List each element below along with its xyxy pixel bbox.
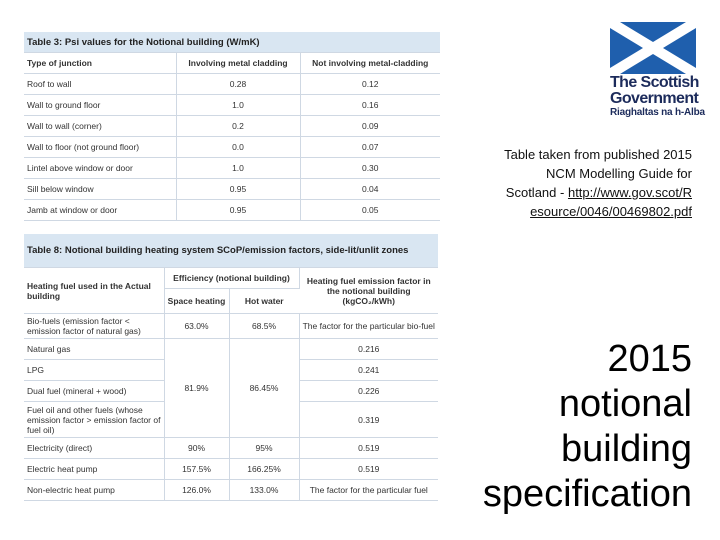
hot-water-cell: 166.25% — [229, 459, 299, 480]
table3-header-junction: Type of junction — [24, 53, 176, 74]
table8-title: Table 8: Notional building heating system SCoP/emission factors, side-lit/unlit zones — [24, 234, 438, 268]
fuel-cell: Electricity (direct) — [24, 438, 164, 459]
table-row — [24, 95, 440, 116]
emission-cell: The factor for the particular fuel — [299, 480, 438, 501]
space-heating-cell: 126.0% — [164, 480, 229, 501]
junction-cell: Roof to wall — [24, 74, 176, 95]
junction-cell: Wall to floor (not ground floor) — [24, 137, 176, 158]
nonmetal-value-cell: 0.07 — [300, 137, 440, 158]
emission-cell: 0.319 — [299, 402, 438, 438]
fuel-cell: Electric heat pump — [24, 459, 164, 480]
nonmetal-value-cell: 0.05 — [300, 200, 440, 221]
metal-value-cell: 0.95 — [176, 179, 300, 200]
table-row — [24, 137, 440, 158]
junction-cell: Lintel above window or door — [24, 158, 176, 179]
fuel-cell: LPG — [24, 360, 164, 381]
junction-cell: Wall to ground floor — [24, 95, 176, 116]
metal-value-cell: 1.0 — [176, 95, 300, 116]
saltire-flag-icon — [610, 22, 696, 74]
fuel-cell: Dual fuel (mineral + wood) — [24, 381, 164, 402]
logo-text-gaelic: Riaghaltas na h-Alba — [610, 107, 705, 118]
table8-header-efficiency: Efficiency (notional building) — [164, 268, 299, 289]
nonmetal-value-cell: 0.04 — [300, 179, 440, 200]
logo-text-line2: Government — [610, 90, 699, 107]
table-row — [24, 314, 438, 339]
space-heating-cell: 63.0% — [164, 314, 229, 339]
nonmetal-value-cell: 0.12 — [300, 74, 440, 95]
scottish-government-logo — [608, 22, 708, 118]
table-row — [24, 459, 438, 480]
heating-system-table — [24, 234, 438, 501]
caption-text: Table taken from published 2015 NCM Modelling Guide for Scotland - — [504, 147, 692, 200]
emission-cell: 0.519 — [299, 459, 438, 480]
metal-value-cell: 0.2 — [176, 116, 300, 137]
metal-value-cell: 0.28 — [176, 74, 300, 95]
junction-cell: Sill below window — [24, 179, 176, 200]
table3-header-metal: Involving metal cladding — [176, 53, 300, 74]
metal-value-cell: 0.0 — [176, 137, 300, 158]
title-line: specification — [482, 473, 692, 515]
table-row — [24, 158, 440, 179]
table8-header-emission: Heating fuel emission factor in the notional building (kgCO₂/kWh) — [299, 268, 438, 314]
table8-header-hot: Hot water — [229, 289, 299, 314]
source-link[interactable]: http://www.gov.scot/Resource/0046/00469802.pdf — [530, 185, 692, 219]
table3-header-nonmetal: Not involving metal-cladding — [300, 53, 440, 74]
table-row — [24, 480, 438, 501]
table-row — [24, 339, 438, 360]
emission-cell: 0.226 — [299, 381, 438, 402]
title-line: notional — [558, 383, 692, 425]
fuel-cell: Natural gas — [24, 339, 164, 360]
space-heating-merged-cell: 81.9% — [164, 339, 229, 438]
table-row — [24, 179, 440, 200]
table-row — [24, 74, 440, 95]
junction-cell: Jamb at window or door — [24, 200, 176, 221]
hot-water-merged-cell: 86.45% — [229, 339, 299, 438]
psi-values-table — [24, 32, 440, 221]
emission-cell: 0.241 — [299, 360, 438, 381]
table8-header-fuel: Heating fuel used in the Actual building — [24, 268, 164, 314]
junction-cell: Wall to wall (corner) — [24, 116, 176, 137]
emission-cell: 0.519 — [299, 438, 438, 459]
table-row — [24, 438, 438, 459]
emission-cell: 0.216 — [299, 339, 438, 360]
table-row — [24, 200, 440, 221]
metal-value-cell: 1.0 — [176, 158, 300, 179]
source-caption — [500, 145, 692, 221]
fuel-cell: Bio-fuels (emission factor < emission factor of natural gas) — [24, 314, 164, 339]
space-heating-cell: 157.5% — [164, 459, 229, 480]
fuel-cell: Non-electric heat pump — [24, 480, 164, 501]
title-line: 2015 — [607, 338, 692, 380]
logo-text-line1: The Scottish — [610, 74, 699, 91]
emission-cell: The factor for the particular bio-fuel — [299, 314, 438, 339]
nonmetal-value-cell: 0.09 — [300, 116, 440, 137]
nonmetal-value-cell: 0.30 — [300, 158, 440, 179]
table3-title: Table 3: Psi values for the Notional building (W/mK) — [24, 32, 440, 53]
fuel-cell: Fuel oil and other fuels (whose emission factor > emission factor of fuel oil) — [24, 402, 164, 438]
table8-header-space: Space heating — [164, 289, 229, 314]
title-line: building — [561, 428, 692, 470]
slide-title — [442, 337, 692, 517]
metal-value-cell: 0.95 — [176, 200, 300, 221]
hot-water-cell: 95% — [229, 438, 299, 459]
table-row — [24, 116, 440, 137]
nonmetal-value-cell: 0.16 — [300, 95, 440, 116]
hot-water-cell: 68.5% — [229, 314, 299, 339]
hot-water-cell: 133.0% — [229, 480, 299, 501]
space-heating-cell: 90% — [164, 438, 229, 459]
